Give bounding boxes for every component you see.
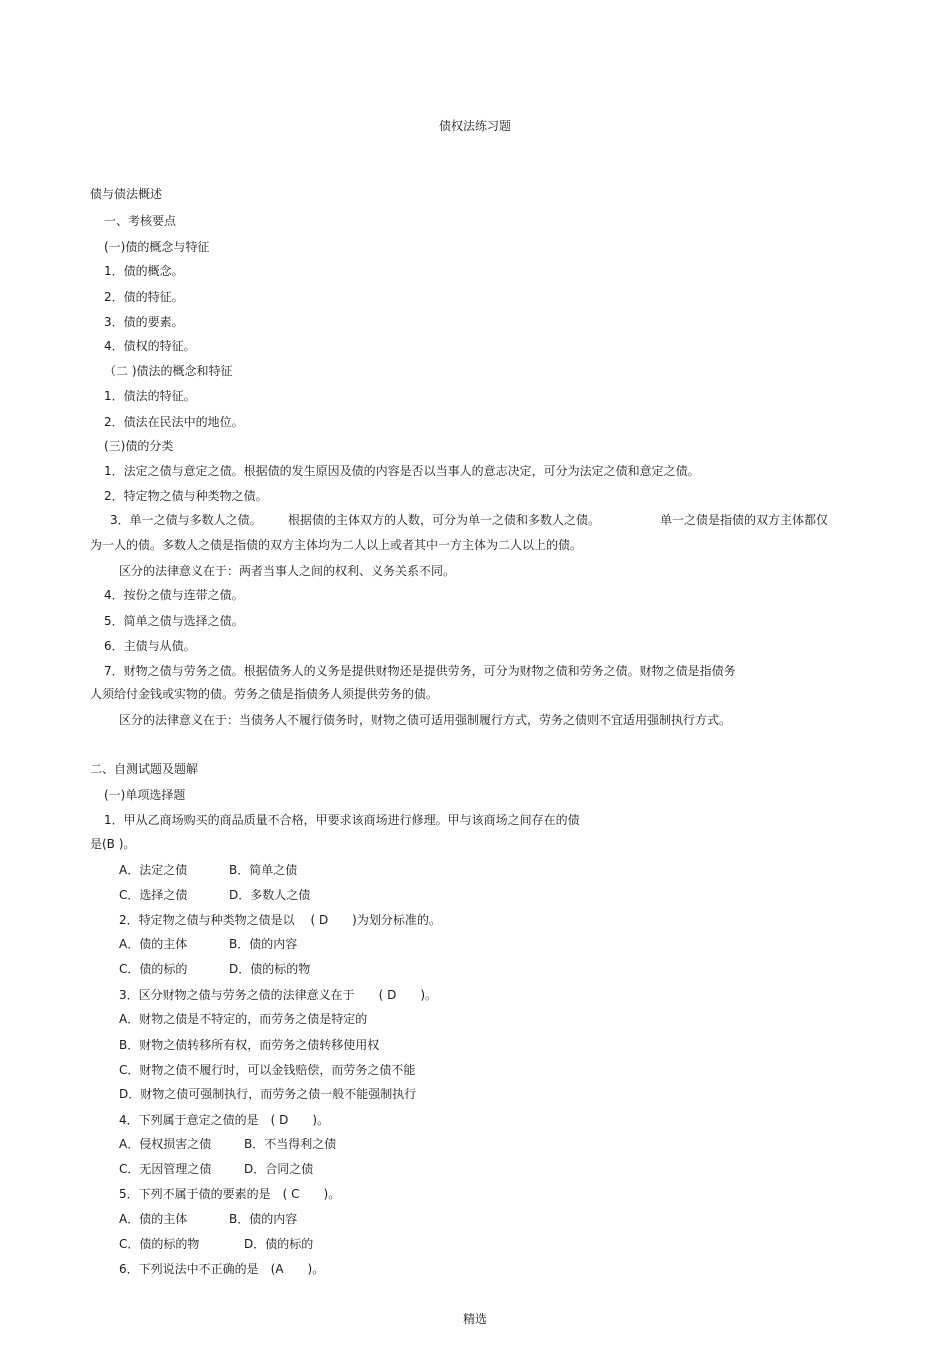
paragraph-segment: 根据债的主体双方的人数，可分为单一之债和多数人之债。	[288, 513, 601, 527]
option: A．债的主体	[119, 937, 188, 951]
option: D．多数人之债	[229, 888, 311, 902]
list-item: 4．按份之债与连带之债。	[104, 588, 244, 602]
question-stem: 5．下列不属于债的要素的是 ( C )。	[119, 1187, 341, 1201]
option: C．无因管理之债	[119, 1162, 212, 1176]
option: D．债的标的	[244, 1237, 314, 1251]
option: C．债的标的	[119, 962, 188, 976]
option: D．债的标的物	[229, 962, 311, 976]
part-heading-1: 一、考核要点	[104, 214, 177, 228]
document-title: 债权法练习题	[438, 119, 511, 133]
section-heading: 债与债法概述	[90, 187, 163, 201]
option: C．债的标的物	[119, 1237, 200, 1251]
option: D．财物之债可强制执行，而劳务之债一般不能强制执行	[119, 1087, 417, 1101]
list-item: 6．主债与从债。	[104, 639, 196, 653]
paragraph: 1．法定之债与意定之债。根据债的发生原因及债的内容是否以当事人的意志决定，可分为法定之债和意定之债。	[104, 464, 700, 478]
question-stem: 2．特定物之债与种类物之债是以 ( D )为划分标准的。	[119, 913, 441, 927]
option: B．财物之债转移所有权，而劳务之债转移使用权	[119, 1038, 380, 1052]
question-stem: 4．下列属于意定之债的是 ( D )。	[119, 1113, 330, 1127]
list-item: 2．债的特征。	[104, 290, 184, 304]
paragraph: 为一人的债。多数人之债是指债的双方主体均为二人以上或者其中一方主体为二人以上的债。	[90, 538, 583, 552]
option: B．简单之债	[229, 863, 298, 877]
paragraph-segment: 单一之债是指债的双方主体都仅	[660, 513, 829, 527]
option: B．债的内容	[229, 937, 298, 951]
list-item: 3．债的要素。	[104, 315, 184, 329]
list-item: 1．债法的特征。	[104, 389, 196, 403]
subsection-heading-3: (三)债的分类	[104, 439, 174, 453]
question-stem: 6．下列说法中不正确的是 (A )。	[119, 1262, 325, 1276]
subsection-heading-1: (一)债的概念与特征	[104, 240, 210, 254]
page-footer: 精选	[462, 1312, 487, 1326]
option: D．合同之债	[244, 1162, 314, 1176]
list-item: 2．债法在民法中的地位。	[104, 415, 244, 429]
list-item: 1．债的概念。	[104, 264, 184, 278]
part-heading-2: 二、自测试题及题解	[90, 762, 199, 776]
option: C．选择之债	[119, 888, 188, 902]
list-item: 2．特定物之债与种类物之债。	[104, 489, 268, 503]
option: A．财物之债是不特定的，而劳务之债是特定的	[119, 1012, 368, 1026]
option: B．债的内容	[229, 1212, 298, 1226]
subsection-heading-2: （二 )债法的概念和特征	[104, 364, 233, 378]
paragraph-segment: 3．单一之债与多数人之债。	[110, 513, 262, 527]
list-item: 5．简单之债与选择之债。	[104, 614, 244, 628]
question-stem: 1．甲从乙商场购买的商品质量不合格，甲要求该商场进行修理。甲与该商场之间存在的债	[104, 813, 580, 827]
list-item: 4．债权的特征。	[104, 339, 196, 353]
option: B．不当得利之债	[244, 1137, 337, 1151]
option: C．财物之债不履行时，可以金钱赔偿，而劳务之债不能	[119, 1063, 416, 1077]
question-stem: 是(B )。	[90, 837, 136, 851]
question-stem: 3．区分财物之债与劳务之债的法律意义在于 ( D )。	[119, 988, 438, 1002]
paragraph: 人须给付金钱或实物的债。劳务之债是指债务人须提供劳务的债。	[90, 687, 439, 701]
option: A．债的主体	[119, 1212, 188, 1226]
option: A．侵权损害之债	[119, 1137, 212, 1151]
paragraph: 区分的法律意义在于：两者当事人之间的权利、义务关系不同。	[119, 564, 456, 578]
paragraph: 7．财物之债与劳务之债。根据债务人的义务是提供财物还是提供劳务，可分为财物之债和劳务之债。财物之债是指债务	[104, 664, 736, 678]
option: A．法定之债	[119, 863, 188, 877]
subsection-heading-4: (一)单项选择题	[104, 788, 186, 802]
paragraph: 区分的法律意义在于：当债务人不履行债务时，财物之债可适用强制履行方式，劳务之债则不宜适用强制执行方式。	[119, 713, 732, 727]
